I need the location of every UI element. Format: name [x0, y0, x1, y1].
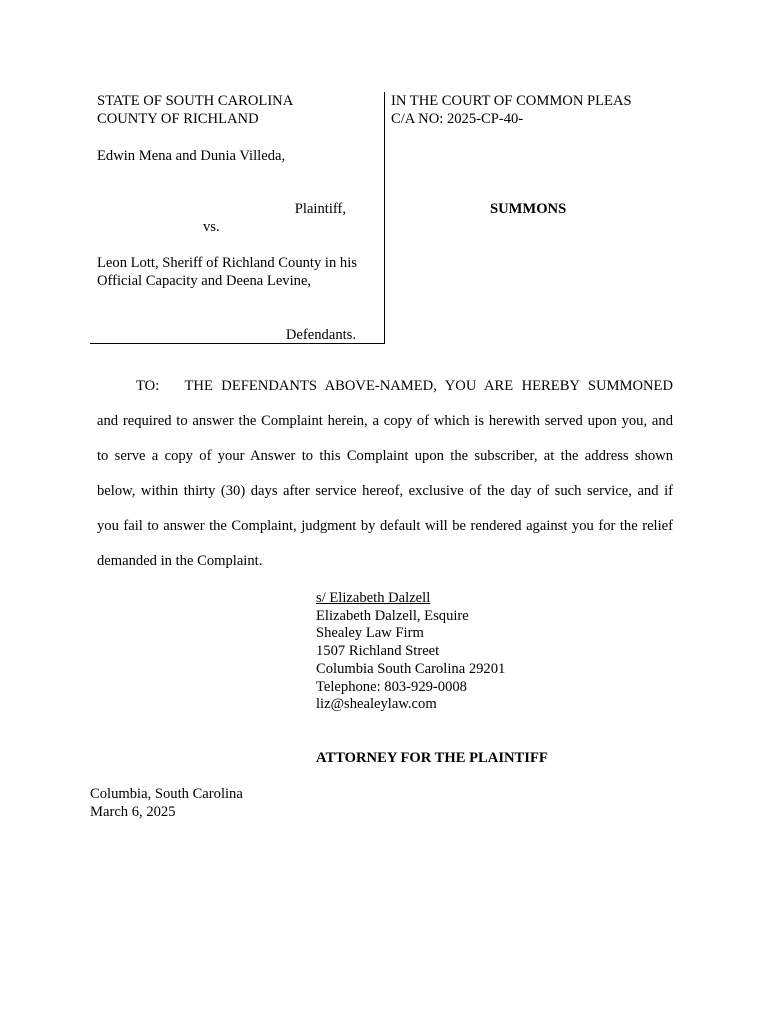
body-line: to serve a copy of your Answer to this Complaint upon the subscriber, at the address shown: [97, 448, 673, 464]
street-address: 1507 Richland Street: [316, 643, 440, 659]
signing-date: March 6, 2025: [90, 804, 176, 820]
law-firm: Shealey Law Firm: [316, 625, 424, 641]
defendants-names-line1: Leon Lott, Sheriff of Richland County in his: [97, 255, 357, 271]
county-heading: COUNTY OF RICHLAND: [97, 111, 259, 127]
signing-place: Columbia, South Carolina: [90, 786, 243, 802]
body-line: TO: THE DEFENDANTS ABOVE-NAMED, YOU ARE HEREBY SUMMONED: [136, 378, 673, 394]
email-address: liz@shealeylaw.com: [316, 696, 437, 712]
case-number: C/A NO: 2025-CP-40-: [391, 111, 524, 127]
city-state-zip: Columbia South Carolina 29201: [316, 661, 506, 677]
attorney-role: ATTORNEY FOR THE PLAINTIFF: [316, 750, 548, 766]
electronic-signature: s/ Elizabeth Dalzell: [316, 590, 431, 606]
body-line: below, within thirty (30) days after service hereof, exclusive of the day of such service, and if: [97, 483, 673, 499]
body-line: demanded in the Complaint.: [97, 553, 263, 569]
plaintiffs-names: Edwin Mena and Dunia Villeda,: [97, 148, 286, 164]
attorney-name: Elizabeth Dalzell, Esquire: [316, 608, 469, 624]
court-heading: IN THE COURT OF COMMON PLEAS: [391, 93, 632, 109]
plaintiff-label: Plaintiff,: [294, 201, 346, 217]
document-title: SUMMONS: [490, 201, 567, 217]
caption-horizontal-rule: [90, 343, 385, 344]
body-line: and required to answer the Complaint herein, a copy of which is herewith served upon you, and: [97, 413, 673, 429]
telephone: Telephone: 803-929-0008: [316, 679, 467, 695]
defendants-label: Defendants.: [285, 327, 356, 343]
body-line: you fail to answer the Complaint, judgment by default will be rendered against you for the relief: [97, 518, 673, 534]
caption-vertical-rule: [384, 92, 385, 344]
defendants-names-line2: Official Capacity and Deena Levine,: [97, 273, 312, 289]
summons-body: [97, 369, 673, 579]
versus-label: vs.: [203, 219, 220, 235]
state-heading: STATE OF SOUTH CAROLINA: [97, 93, 294, 109]
